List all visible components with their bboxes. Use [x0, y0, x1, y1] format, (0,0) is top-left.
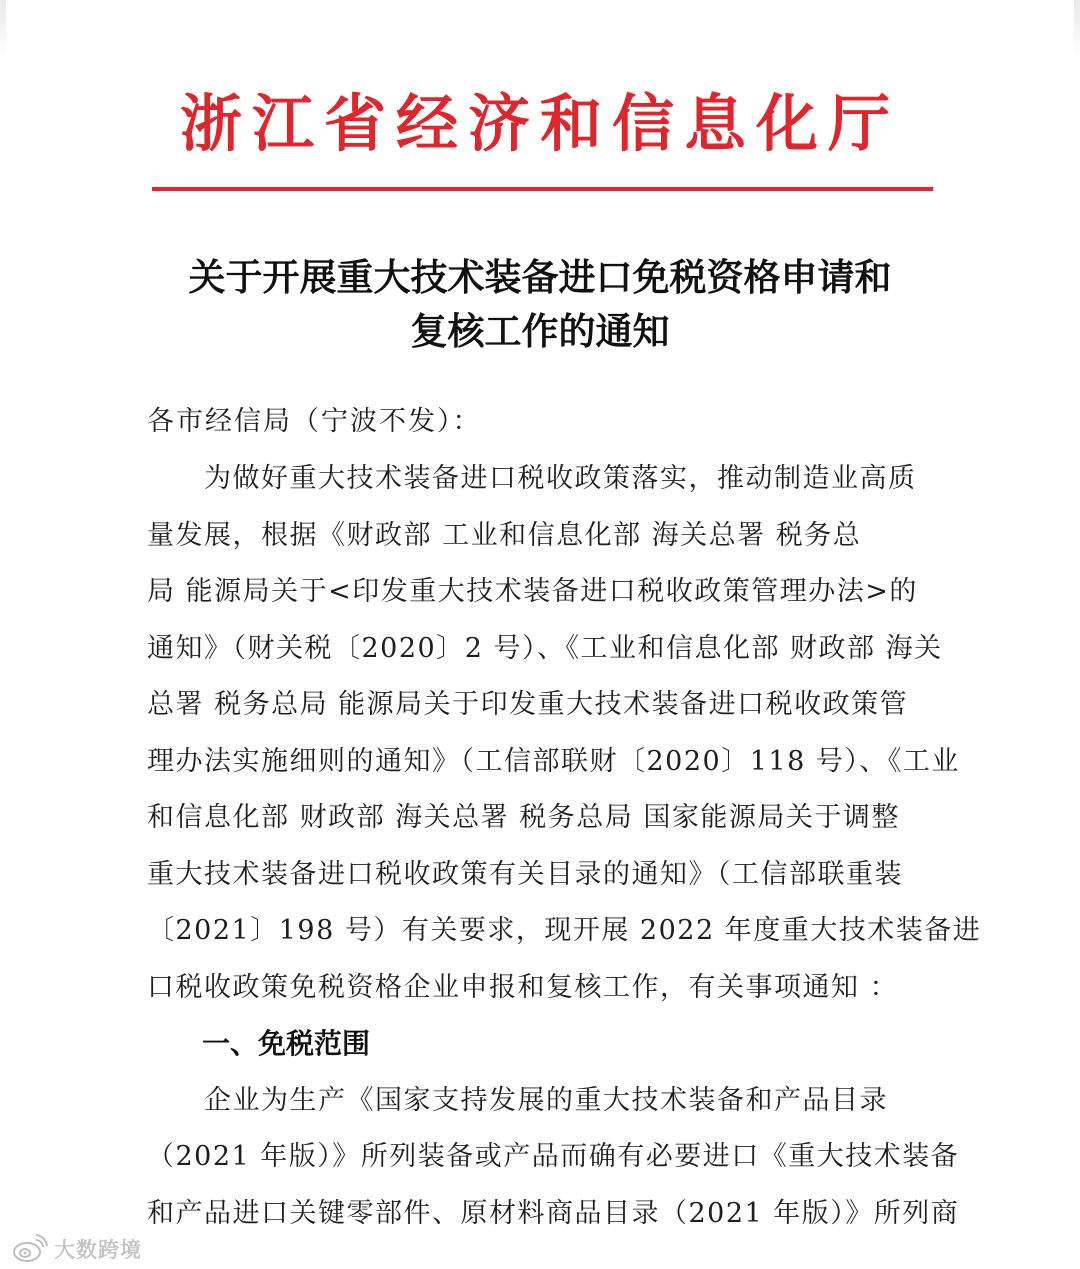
red-header-rule	[152, 187, 933, 191]
body-line: （2021 年版）》所列装备或产品而确有必要进口《重大技术装备	[147, 1141, 960, 1172]
body-line: 重大技术装备进口税收政策有关目录的通知》（工信部联重装	[147, 859, 903, 890]
watermark	[12, 1232, 142, 1266]
body-line: 和信息化部 财政部 海关总署 税务总局 国家能源局关于调整	[147, 802, 900, 833]
body-line: 企业为生产《国家支持发展的重大技术装备和产品目录	[204, 1085, 888, 1116]
red-header-org-name: 浙江省经济和信息化厅	[179, 87, 900, 160]
body-line: 局 能源局关于<印发重大技术装备进口税收政策管理办法>的	[147, 576, 918, 607]
weibo-logo-icon	[12, 1234, 48, 1264]
document-title-line: 复核工作的通知	[410, 309, 670, 353]
body-line: 口税收政策免税资格企业申报和复核工作，有关事项通知 ：	[147, 972, 899, 1003]
body-line: 量发展，根据《财政部 工业和信息化部 海关总署 税务总	[147, 520, 862, 551]
body-line: 〔2021〕198 号）有关要求，现开展 2022 年度重大技术装备进	[147, 915, 982, 946]
body-line: 理办法实施细则的通知》（工信部联财〔2020〕118 号）、《工业	[147, 746, 960, 777]
page-corner-shadow	[1074, 0, 1080, 60]
body-line: 总署 税务总局 能源局关于印发重大技术装备进口税收政策管	[147, 689, 909, 720]
body-line: 为做好重大技术装备进口税收政策落实，推动制造业高质	[204, 463, 917, 494]
body-line: 通知》（财关税〔2020〕2 号）、《工业和信息化部 财政部 海关	[147, 633, 943, 664]
body-line: 和产品进口关键零部件、原材料商品目录（2021 年版）》所列商	[147, 1198, 960, 1229]
document-title-line: 关于开展重大技术装备进口免税资格申请和	[188, 255, 892, 299]
salutation: 各市经信局（宁波不发）：	[147, 406, 482, 437]
document-title	[140, 250, 940, 358]
watermark-text: 大数跨境	[54, 1238, 142, 1262]
page-corner-shadow	[0, 0, 6, 60]
section-heading: 一、免税范围	[202, 1027, 371, 1060]
